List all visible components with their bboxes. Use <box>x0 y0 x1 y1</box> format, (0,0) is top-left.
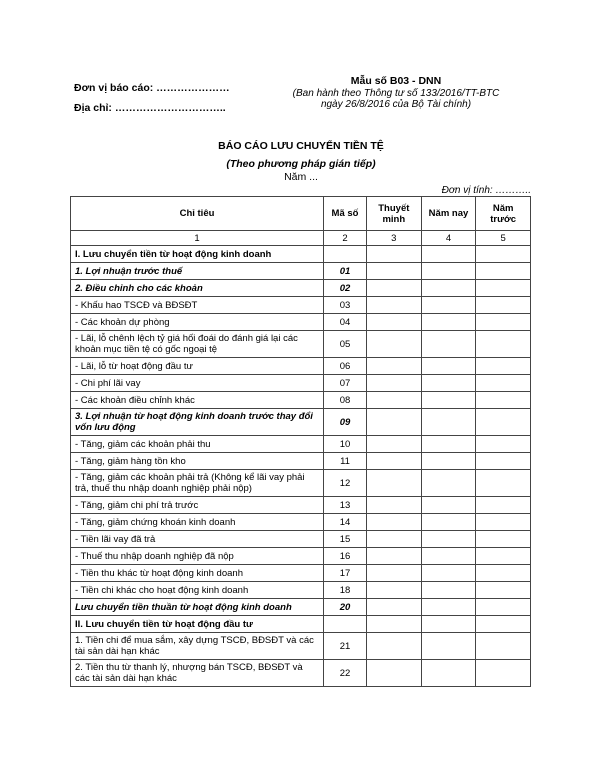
row-last-year-cell <box>476 660 531 687</box>
row-note-cell <box>367 497 422 514</box>
row-this-year-cell <box>421 514 476 531</box>
col-header-this-year: Năm nay <box>421 197 476 231</box>
row-note-cell <box>367 280 422 297</box>
row-note-cell <box>367 633 422 660</box>
row-note-cell <box>367 375 422 392</box>
table-row <box>71 436 531 453</box>
row-indicator-name: II. Lưu chuyển tiền từ hoạt động đầu tư <box>71 616 324 633</box>
table-row <box>71 280 531 297</box>
row-last-year-cell <box>476 470 531 497</box>
row-last-year-cell <box>476 514 531 531</box>
col-header-last-year: Năm trước <box>476 197 531 231</box>
row-indicator-name: Lưu chuyển tiền thuần từ hoạt động kinh doanh <box>71 599 324 616</box>
row-code: 11 <box>324 453 367 470</box>
table-body <box>71 246 531 687</box>
col-header-note: Thuyết minh <box>367 197 422 231</box>
table-row <box>71 514 531 531</box>
col-number: 4 <box>421 231 476 246</box>
table-row <box>71 246 531 263</box>
table-row <box>71 314 531 331</box>
row-last-year-cell <box>476 358 531 375</box>
row-note-cell <box>367 531 422 548</box>
row-indicator-name: 2. Tiền thu từ thanh lý, nhượng bán TSCĐ, BĐSĐT và các tài sản dài hạn khác <box>71 660 324 687</box>
row-indicator-name: - Tăng, giảm chi phí trả trước <box>71 497 324 514</box>
cash-flow-table <box>70 196 531 687</box>
row-code: 08 <box>324 392 367 409</box>
row-code: 20 <box>324 599 367 616</box>
row-this-year-cell <box>421 358 476 375</box>
table-row <box>71 599 531 616</box>
row-last-year-cell <box>476 331 531 358</box>
currency-unit: Đơn vị tính: ……….. <box>441 185 531 196</box>
row-this-year-cell <box>421 297 476 314</box>
row-note-cell <box>367 314 422 331</box>
row-note-cell <box>367 616 422 633</box>
row-code: 18 <box>324 582 367 599</box>
col-header-code: Mã số <box>324 197 367 231</box>
report-header-left <box>74 78 230 118</box>
row-last-year-cell <box>476 565 531 582</box>
row-last-year-cell <box>476 453 531 470</box>
table-row <box>71 358 531 375</box>
row-code <box>324 616 367 633</box>
table-row <box>71 633 531 660</box>
row-indicator-name: 2. Điều chỉnh cho các khoản <box>71 280 324 297</box>
row-this-year-cell <box>421 548 476 565</box>
table-row <box>71 453 531 470</box>
table-row <box>71 375 531 392</box>
row-note-cell <box>367 409 422 436</box>
row-indicator-name: - Tiền thu khác từ hoạt động kinh doanh <box>71 565 324 582</box>
row-this-year-cell <box>421 660 476 687</box>
table-row <box>71 392 531 409</box>
table-row <box>71 531 531 548</box>
row-indicator-name: - Tăng, giảm hàng tồn kho <box>71 453 324 470</box>
row-indicator-name: 3. Lợi nhuận từ hoạt động kinh doanh trước thay đổi vốn lưu động <box>71 409 324 436</box>
row-code: 10 <box>324 436 367 453</box>
row-this-year-cell <box>421 582 476 599</box>
row-code: 17 <box>324 565 367 582</box>
column-number-row <box>71 231 531 246</box>
col-number: 1 <box>71 231 324 246</box>
row-last-year-cell <box>476 375 531 392</box>
row-note-cell <box>367 599 422 616</box>
address-line: Địa chỉ: ………………………….. <box>74 102 226 114</box>
row-this-year-cell <box>421 599 476 616</box>
row-note-cell <box>367 297 422 314</box>
table-row <box>71 497 531 514</box>
col-header-indicator: Chỉ tiêu <box>71 197 324 231</box>
table-row <box>71 548 531 565</box>
row-this-year-cell <box>421 280 476 297</box>
row-indicator-name: - Tăng, giảm chứng khoán kinh doanh <box>71 514 324 531</box>
row-indicator-name: - Khấu hao TSCĐ và BĐSĐT <box>71 297 324 314</box>
form-note-2: ngày 26/8/2016 của Bộ Tài chính) <box>320 99 472 110</box>
row-indicator-name: - Lãi, lỗ chênh lệch tỷ giá hối đoái do đánh giá lại các khoản mục tiền tệ có gốc ngoại tệ <box>71 331 324 358</box>
row-indicator-name: 1. Lợi nhuận trước thuế <box>71 263 324 280</box>
row-last-year-cell <box>476 548 531 565</box>
row-code: 07 <box>324 375 367 392</box>
table-row <box>71 616 531 633</box>
table-row <box>71 565 531 582</box>
row-this-year-cell <box>421 497 476 514</box>
row-last-year-cell <box>476 392 531 409</box>
row-note-cell <box>367 453 422 470</box>
row-last-year-cell <box>476 246 531 263</box>
row-last-year-cell <box>476 616 531 633</box>
form-info <box>292 76 500 111</box>
row-code: 06 <box>324 358 367 375</box>
row-last-year-cell <box>476 314 531 331</box>
form-code: Mẫu số B03 - DNN <box>350 75 442 87</box>
table-row <box>71 409 531 436</box>
row-indicator-name: - Thuế thu nhập doanh nghiệp đã nộp <box>71 548 324 565</box>
row-this-year-cell <box>421 314 476 331</box>
row-code: 15 <box>324 531 367 548</box>
row-last-year-cell <box>476 263 531 280</box>
row-code: 12 <box>324 470 367 497</box>
row-last-year-cell <box>476 297 531 314</box>
row-this-year-cell <box>421 392 476 409</box>
col-number: 3 <box>367 231 422 246</box>
row-note-cell <box>367 470 422 497</box>
row-note-cell <box>367 392 422 409</box>
row-this-year-cell <box>421 565 476 582</box>
report-subtitle: (Theo phương pháp gián tiếp) <box>226 158 376 170</box>
row-this-year-cell <box>421 531 476 548</box>
row-indicator-name: - Các khoản dự phòng <box>71 314 324 331</box>
form-note-1: (Ban hành theo Thông tư số 133/2016/TT-BTC <box>292 87 500 99</box>
row-last-year-cell <box>476 436 531 453</box>
row-code: 02 <box>324 280 367 297</box>
row-this-year-cell <box>421 375 476 392</box>
row-last-year-cell <box>476 497 531 514</box>
row-indicator-name: 1. Tiền chi để mua sắm, xây dựng TSCĐ, BĐSĐT và các tài sản dài hạn khác <box>71 633 324 660</box>
row-note-cell <box>367 548 422 565</box>
row-last-year-cell <box>476 599 531 616</box>
row-last-year-cell <box>476 280 531 297</box>
row-code: 13 <box>324 497 367 514</box>
row-indicator-name: - Tăng, giảm các khoản phải thu <box>71 436 324 453</box>
col-number: 2 <box>324 231 367 246</box>
row-this-year-cell <box>421 633 476 660</box>
table-row <box>71 263 531 280</box>
row-last-year-cell <box>476 633 531 660</box>
row-this-year-cell <box>421 409 476 436</box>
row-this-year-cell <box>421 616 476 633</box>
report-title: BÁO CÁO LƯU CHUYỂN TIỀN TỆ <box>218 140 384 152</box>
row-note-cell <box>367 436 422 453</box>
col-number: 5 <box>476 231 531 246</box>
table-row <box>71 297 531 314</box>
row-indicator-name: - Tiền chi khác cho hoạt động kinh doanh <box>71 582 324 599</box>
row-indicator-name: - Các khoản điều chỉnh khác <box>71 392 324 409</box>
row-code: 05 <box>324 331 367 358</box>
table-row <box>71 660 531 687</box>
row-this-year-cell <box>421 263 476 280</box>
row-note-cell <box>367 358 422 375</box>
row-this-year-cell <box>421 453 476 470</box>
row-indicator-name: - Lãi, lỗ từ hoạt động đầu tư <box>71 358 324 375</box>
row-code: 01 <box>324 263 367 280</box>
table-row <box>71 331 531 358</box>
row-this-year-cell <box>421 246 476 263</box>
row-code: 22 <box>324 660 367 687</box>
row-last-year-cell <box>476 582 531 599</box>
row-code: 14 <box>324 514 367 531</box>
row-note-cell <box>367 582 422 599</box>
row-note-cell <box>367 565 422 582</box>
row-this-year-cell <box>421 331 476 358</box>
row-indicator-name: I. Lưu chuyển tiền từ hoạt động kinh doanh <box>71 246 324 263</box>
table-row <box>71 582 531 599</box>
row-last-year-cell <box>476 409 531 436</box>
report-year: Năm ... <box>284 171 318 183</box>
row-code: 16 <box>324 548 367 565</box>
row-note-cell <box>367 263 422 280</box>
row-note-cell <box>367 660 422 687</box>
row-note-cell <box>367 514 422 531</box>
row-note-cell <box>367 331 422 358</box>
row-last-year-cell <box>476 531 531 548</box>
row-code: 03 <box>324 297 367 314</box>
row-this-year-cell <box>421 436 476 453</box>
row-indicator-name: - Chi phí lãi vay <box>71 375 324 392</box>
row-code <box>324 246 367 263</box>
row-code: 04 <box>324 314 367 331</box>
table-row <box>71 470 531 497</box>
row-indicator-name: - Tăng, giảm các khoản phải trả (Không kể lãi vay phải trả, thuế thu nhập doanh nghiệp phải nộp) <box>71 470 324 497</box>
row-code: 21 <box>324 633 367 660</box>
table-header-row <box>71 197 531 231</box>
row-indicator-name: - Tiền lãi vay đã trả <box>71 531 324 548</box>
row-this-year-cell <box>421 470 476 497</box>
row-code: 09 <box>324 409 367 436</box>
row-note-cell <box>367 246 422 263</box>
reporting-unit-line: Đơn vị báo cáo: ………………… <box>74 82 230 94</box>
